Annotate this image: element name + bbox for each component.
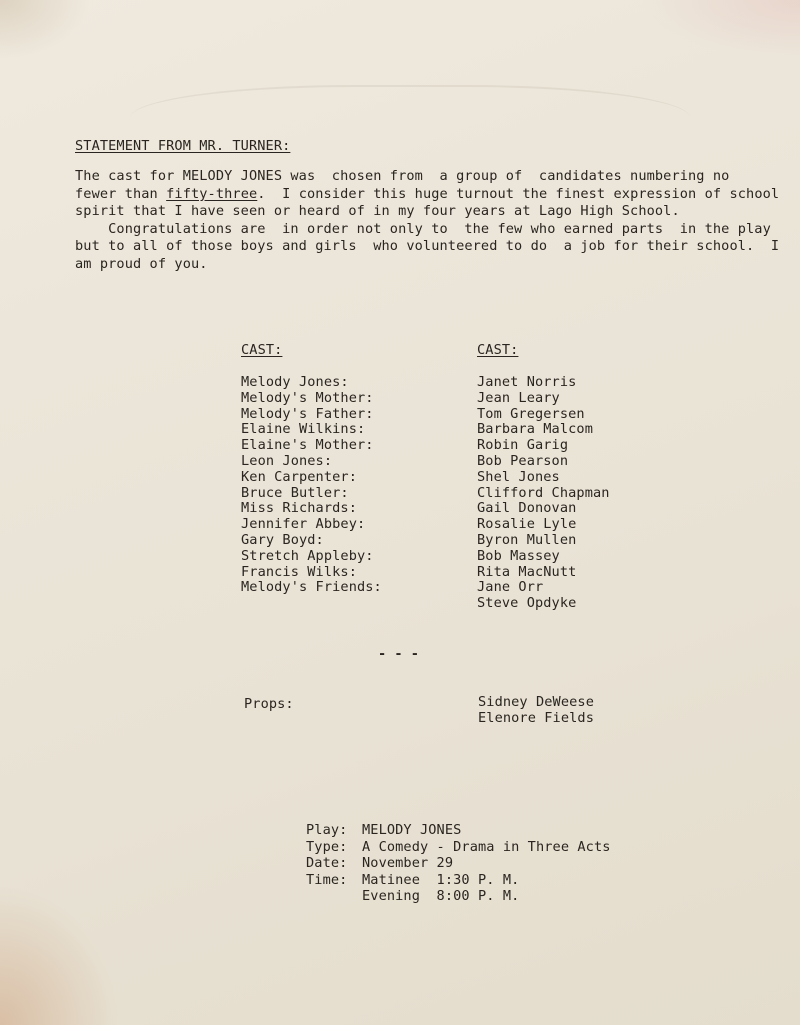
cast-role: Ken Carpenter:: [241, 468, 357, 485]
candidate-count: fifty-three: [166, 185, 258, 202]
paper-stain: [640, 0, 800, 60]
statement-line: The cast for MELODY JONES was chosen from a group of candidates numbering no: [75, 168, 730, 184]
cast-role: Elaine Wilkins:: [241, 421, 366, 438]
cast-header-right: CAST:: [477, 342, 519, 358]
cast-roles-list: [241, 375, 382, 596]
date-label: Date:: [306, 855, 348, 871]
cast-actor: Jean Leary: [477, 389, 560, 406]
play-label: Play:: [306, 822, 348, 838]
statement-line: [75, 185, 780, 204]
cast-actor: Byron Mullen: [477, 531, 577, 548]
statement-line: am proud of you.: [75, 255, 208, 272]
play-value: MELODY JONES: [362, 822, 462, 838]
cast-actor: Robin Garig: [477, 437, 569, 454]
time-value-matinee: Matinee 1:30 P. M.: [362, 871, 520, 888]
cast-actors-list: [477, 375, 610, 612]
paper-stain: [0, 885, 120, 1025]
cast-actor: Rita MacNutt: [477, 563, 577, 580]
cast-role: Melody's Mother:: [241, 389, 374, 406]
type-value: A Comedy - Drama in Three Acts: [362, 838, 611, 855]
props-name: Elenore Fields: [478, 710, 594, 726]
statement-text: fewer than: [75, 185, 167, 202]
cast-actor: Gail Donovan: [477, 500, 577, 517]
cast-role: Elaine's Mother:: [241, 437, 374, 454]
cast-actor: Clifford Chapman: [477, 484, 610, 501]
statement-line: Congratulations are in order not only to the few who earned parts in the play: [75, 220, 771, 237]
cast-actor: Barbara Malcom: [477, 421, 593, 438]
type-label: Type:: [306, 838, 348, 855]
cast-role: Miss Richards:: [241, 500, 357, 517]
cast-role: Bruce Butler:: [241, 484, 349, 501]
cast-actor: Jane Orr: [477, 579, 544, 596]
cast-role: Melody Jones:: [241, 374, 349, 390]
cast-role: Gary Boyd:: [241, 531, 324, 548]
statement-title: STATEMENT FROM MR. TURNER:: [75, 138, 291, 154]
statement-paragraph: [75, 168, 780, 273]
cast-role: Francis Wilks:: [241, 563, 357, 580]
cast-role: Melody's Friends:: [241, 579, 382, 596]
play-info-labels: [306, 822, 347, 888]
cast-role: Stretch Appleby:: [241, 547, 374, 564]
cast-header-left: CAST:: [241, 342, 283, 358]
cast-actor: Rosalie Lyle: [477, 516, 577, 533]
time-label: Time:: [306, 871, 348, 888]
paper-stain: [0, 0, 90, 60]
play-info-values: [362, 822, 611, 905]
props-label: Props:: [244, 696, 294, 712]
cast-role: Leon Jones:: [241, 452, 333, 469]
props-name: Sidney DeWeese: [478, 694, 594, 710]
statement-text: . I consider this huge turnout the finest expression of school: [257, 185, 780, 202]
cast-role: Jennifer Abbey:: [241, 516, 366, 533]
cast-actor: Steve Opdyke: [477, 595, 577, 612]
cast-actor: Bob Massey: [477, 547, 560, 564]
date-value: November 29: [362, 855, 454, 871]
section-separator: - - -: [378, 646, 419, 662]
cast-actor: Tom Gregersen: [477, 405, 585, 422]
cast-actor: Bob Pearson: [477, 452, 569, 469]
cast-actor: Shel Jones: [477, 468, 560, 485]
cast-actor: Janet Norris: [477, 374, 577, 390]
props-list: [478, 694, 594, 726]
bleed-through-marks: [130, 85, 690, 167]
statement-line: spirit that I have seen or heard of in my four years at Lago High School.: [75, 203, 680, 219]
statement-line: but to all of those boys and girls who volunteered to do a job for their school. I: [75, 238, 780, 254]
time-value-evening: Evening 8:00 P. M.: [362, 888, 520, 904]
cast-role: Melody's Father:: [241, 405, 374, 422]
